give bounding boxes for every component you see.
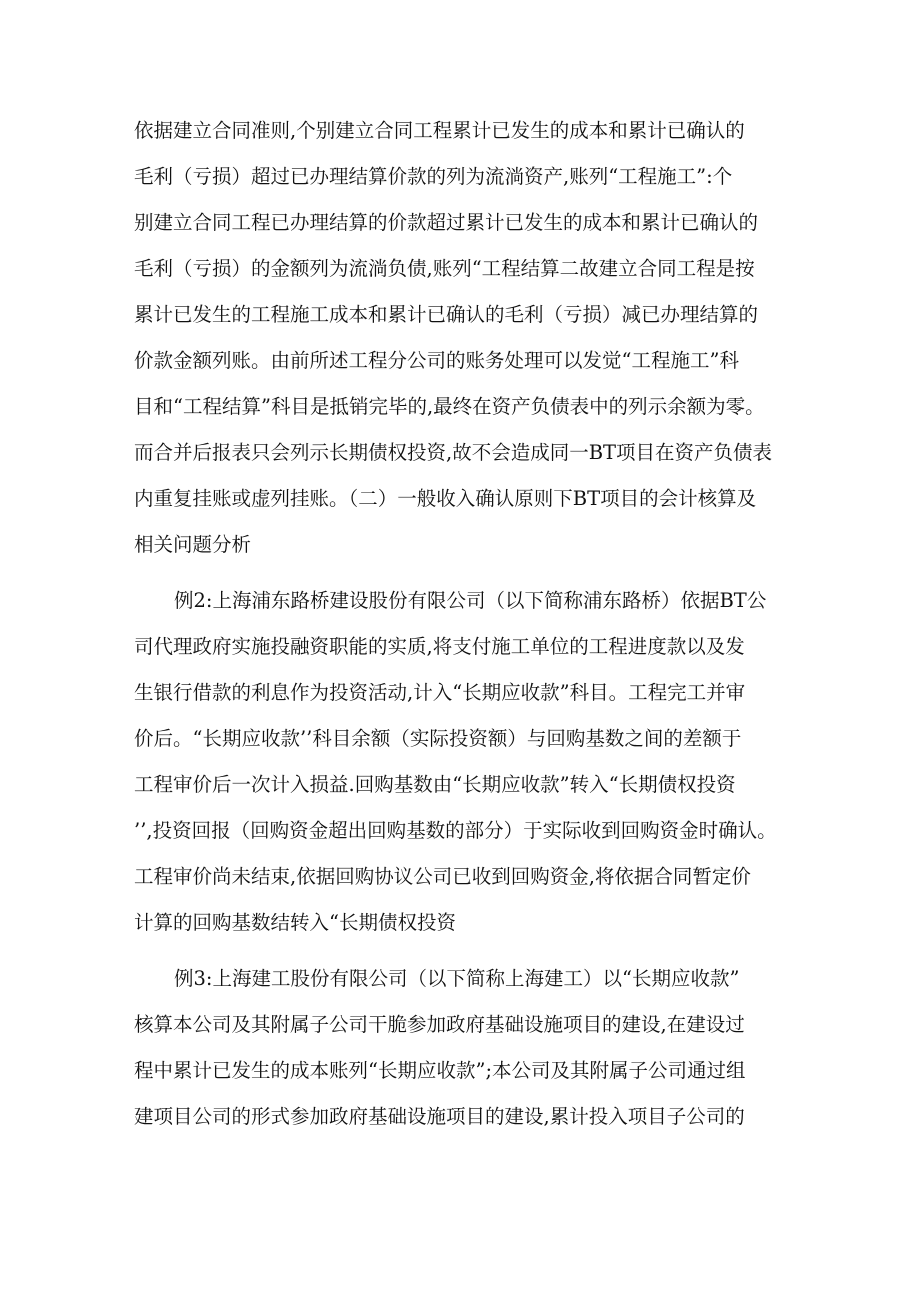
- text-line: 建项目公司的形式参加政府基础设施项目的建设,累计投入项目子公司的: [134, 1105, 745, 1128]
- text-line: 司代理政府实施投融资职能的实质,将支付施工单位的工程进度款以及发: [134, 635, 745, 658]
- paragraph-3: [134, 956, 794, 1140]
- text-line: 内重复挂账或虚列挂账。（二）一般收入确认原则下BT项目的会计核算及: [134, 487, 757, 510]
- text-line: 工程审价后一次计入损益.回购基数由“长期应收款”转入“长期债权投资: [134, 773, 736, 796]
- document-body: [134, 108, 794, 1140]
- text-line: ’’,投资回报（回购资金超出回购基数的部分）于实际收到回购资金时确认。: [134, 819, 777, 842]
- text-line: 累计已发生的工程施工成本和累计已确认的毛利（亏损）减已办理结算的: [134, 303, 759, 326]
- text-line: 例3:上海建工股份有限公司（以下简称上海建工）以“长期应收款”: [174, 967, 740, 990]
- paragraph-1: [134, 108, 794, 568]
- paragraph-2: [134, 578, 794, 946]
- text-line: 毛利（亏损）的金额列为流淌负债,账列“工程结算二故建立合同工程是按: [134, 257, 755, 280]
- text-line: 价后。“长期应收款’’科目余额（实际投资额）与回购基数之间的差额于: [134, 727, 742, 750]
- text-line: 而合并后报表只会列示长期债权投资,故不会造成同一BT项目在资产负债表: [134, 441, 773, 464]
- text-line: 工程审价尚未结束,依据回购协议公司已收到回购资金,将依据合同暂定价: [134, 865, 751, 888]
- text-line: 别建立合同工程已办理结算的价款超过累计已发生的成本和累计已确认的: [134, 211, 759, 234]
- text-line: 目和“工程结算”科目是抵销完毕的,最终在资产负债表中的列示余额为零。: [134, 395, 765, 418]
- text-line: 计算的回购基数结转入“长期债权投资: [134, 911, 456, 934]
- text-line: 程中累计已发生的成本账列“长期应收款”;本公司及其附属子公司通过组: [134, 1059, 746, 1082]
- text-line: 相关问题分析: [134, 533, 252, 556]
- text-line: 核算本公司及其附属子公司干脆参加政府基础设施项目的建设,在建设过: [134, 1013, 745, 1036]
- text-line: 价款金额列账。由前所述工程分公司的账务处理可以发觉“工程施工”科: [134, 349, 739, 372]
- text-line: 依据建立合同准则,个别建立合同工程累计已发生的成本和累计已确认的: [134, 119, 745, 142]
- text-line: 生银行借款的利息作为投资活动,计入“长期应收款”科目。工程完工并审: [134, 681, 746, 704]
- text-line: 例2:上海浦东路桥建设股份有限公司（以下简称浦东路桥）依据BT公: [174, 589, 767, 612]
- text-line: 毛利（亏损）超过已办理结算价款的列为流淌资产,账列“工程施工”:个: [134, 165, 733, 188]
